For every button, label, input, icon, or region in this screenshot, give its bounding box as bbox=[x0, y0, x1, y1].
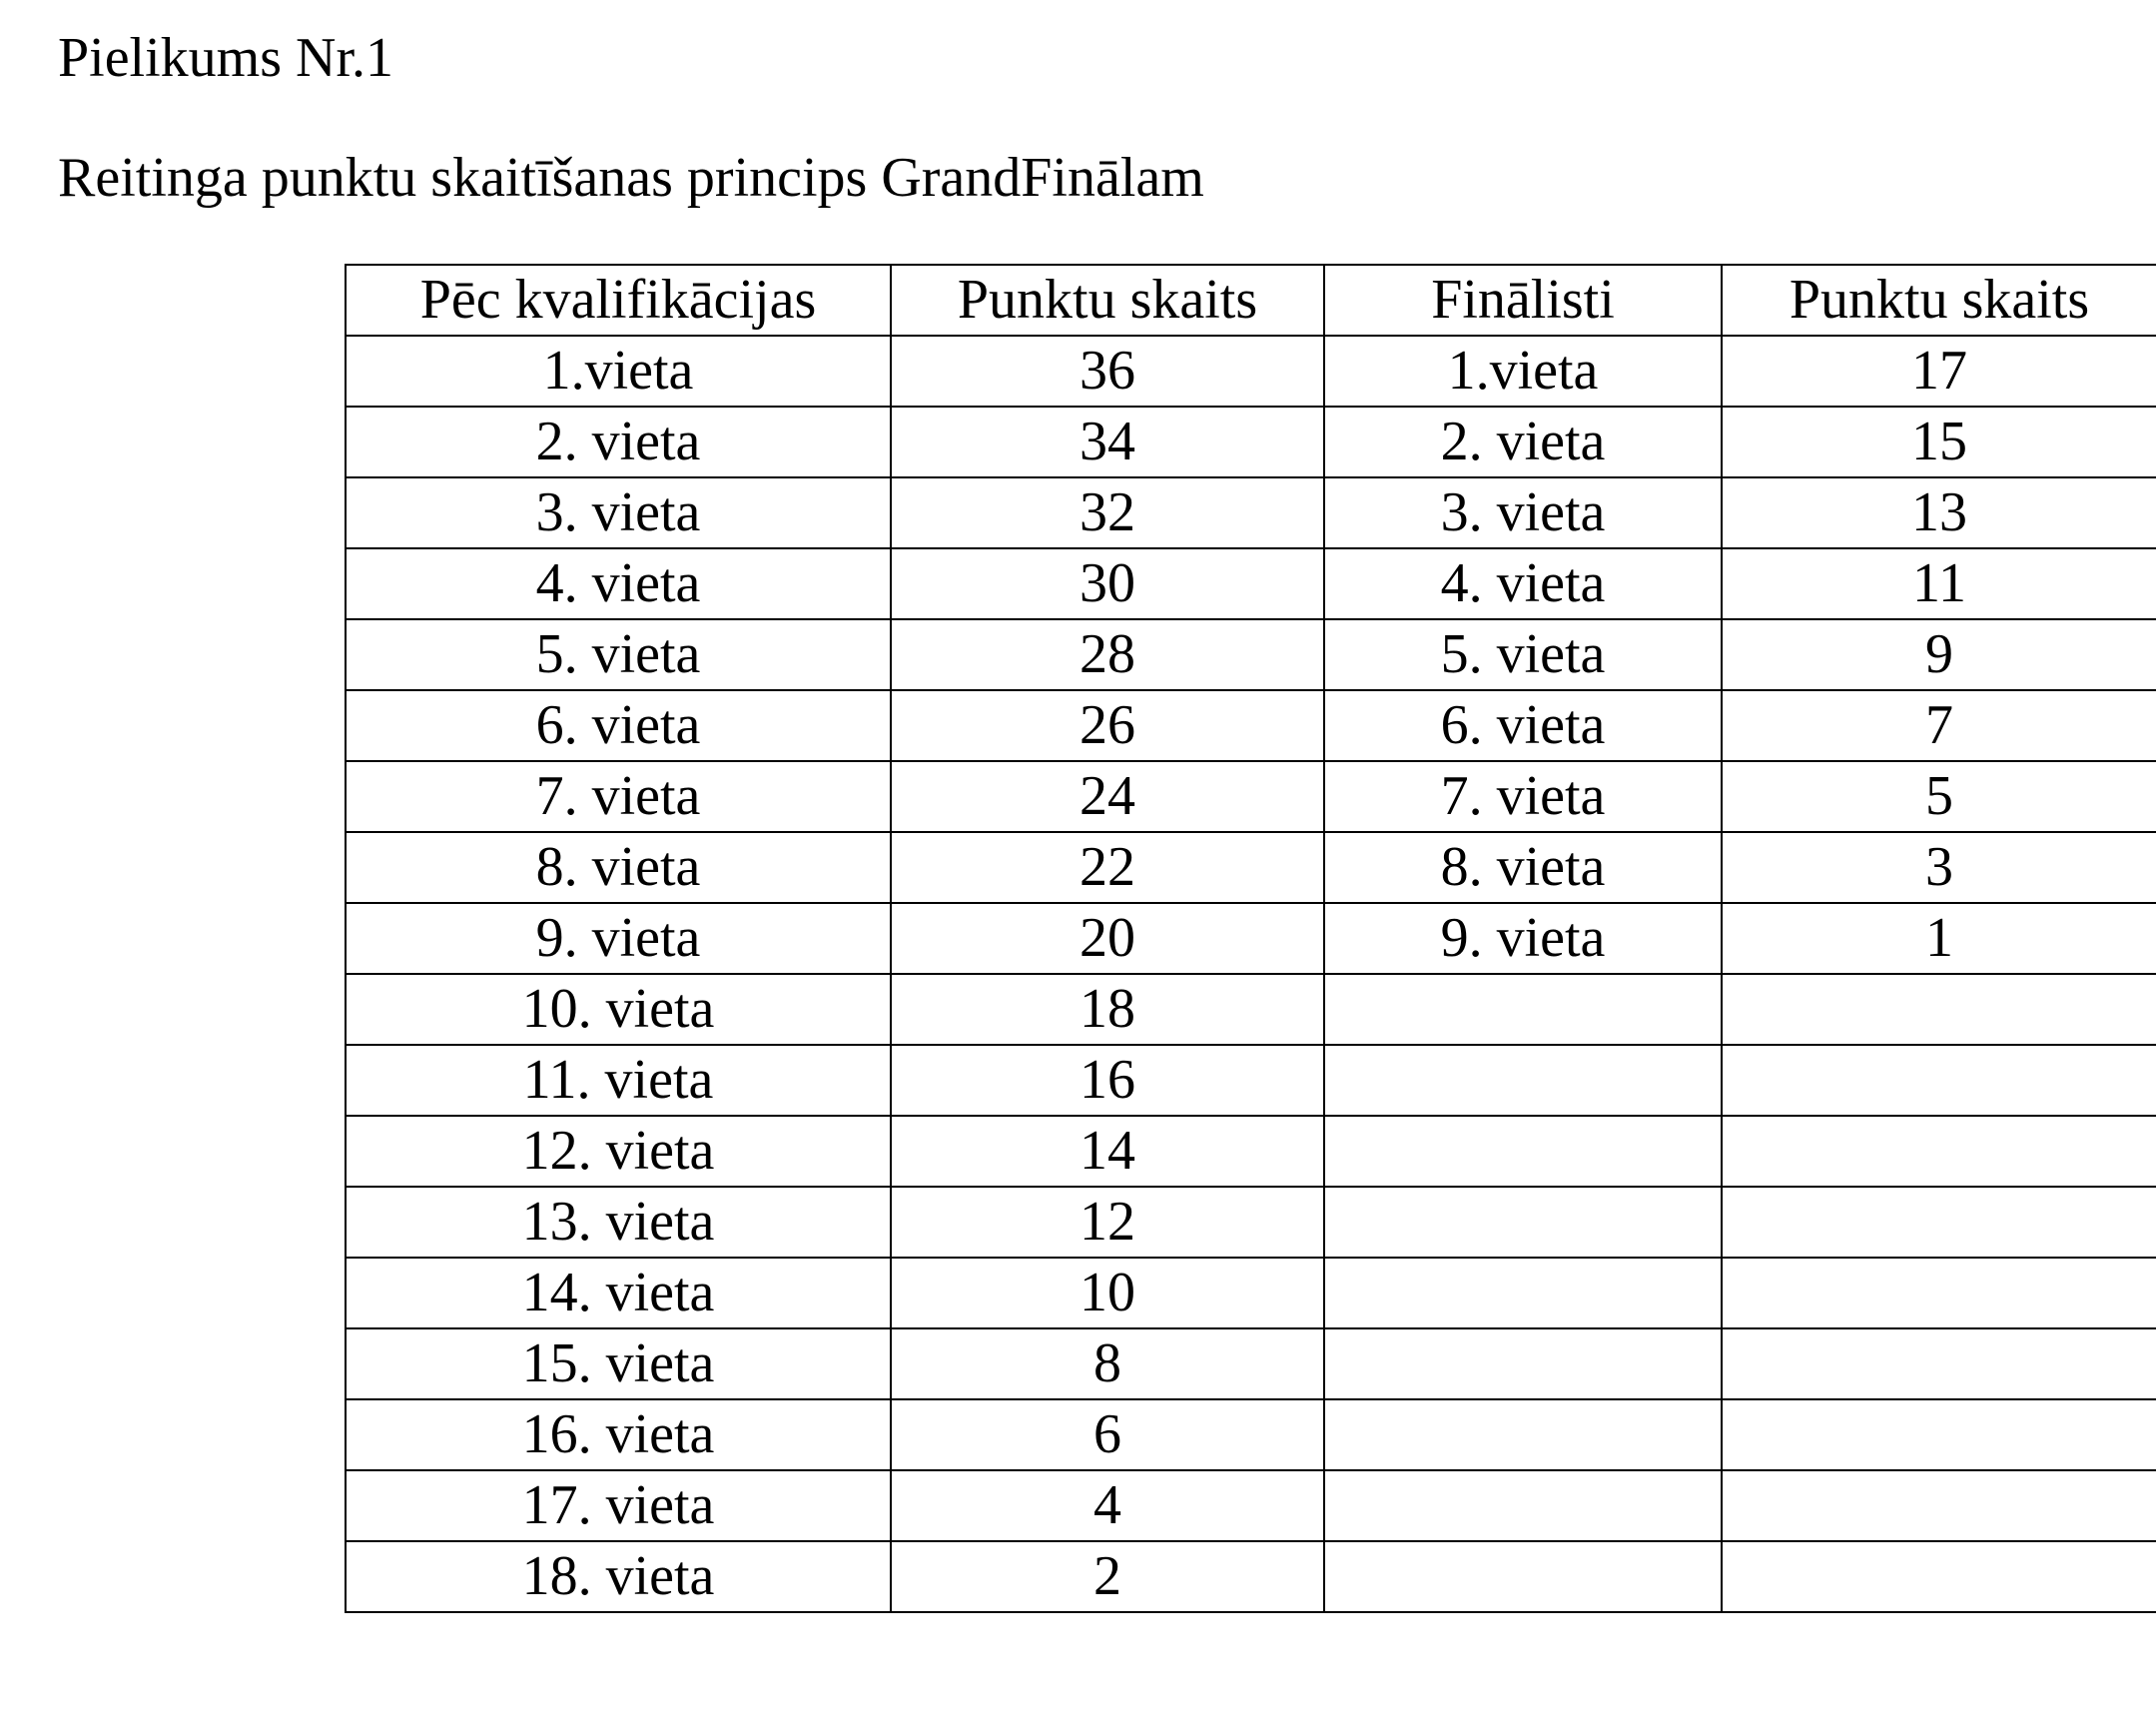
finalist-points-cell bbox=[1722, 1187, 2156, 1258]
finalist-points-cell: 5 bbox=[1722, 761, 2156, 832]
qualification-points-cell: 8 bbox=[891, 1328, 1324, 1399]
qualification-points-cell: 24 bbox=[891, 761, 1324, 832]
finalist-points-cell: 11 bbox=[1722, 548, 2156, 619]
finalist-points-cell bbox=[1722, 1045, 2156, 1116]
qualification-points-cell: 10 bbox=[891, 1258, 1324, 1328]
table-row bbox=[346, 1470, 2156, 1541]
qualification-place-cell: 7. vieta bbox=[346, 761, 891, 832]
table-row bbox=[346, 548, 2156, 619]
finalist-points-cell: 13 bbox=[1722, 477, 2156, 548]
qualification-place-cell: 8. vieta bbox=[346, 832, 891, 903]
header-row bbox=[346, 265, 2156, 336]
annex-title: Pielikums Nr.1 bbox=[58, 27, 394, 89]
table-row bbox=[346, 974, 2156, 1045]
finalist-place-cell: 6. vieta bbox=[1324, 690, 1722, 761]
qualification-place-cell: 11. vieta bbox=[346, 1045, 891, 1116]
qualification-points-cell: 2 bbox=[891, 1541, 1324, 1612]
finalist-points-cell: 9 bbox=[1722, 619, 2156, 690]
points-table bbox=[345, 264, 2156, 1613]
qualification-place-cell: 14. vieta bbox=[346, 1258, 891, 1328]
table-row bbox=[346, 407, 2156, 477]
qualification-points-cell: 12 bbox=[891, 1187, 1324, 1258]
finalist-place-cell: 3. vieta bbox=[1324, 477, 1722, 548]
qualification-points-cell: 32 bbox=[891, 477, 1324, 548]
qualification-points-cell: 16 bbox=[891, 1045, 1324, 1116]
finalist-place-cell: 7. vieta bbox=[1324, 761, 1722, 832]
table-row bbox=[346, 336, 2156, 407]
finalist-place-cell: 5. vieta bbox=[1324, 619, 1722, 690]
finalist-place-cell bbox=[1324, 1187, 1722, 1258]
finalist-points-cell bbox=[1722, 1328, 2156, 1399]
qualification-points-cell: 26 bbox=[891, 690, 1324, 761]
finalist-place-cell: 1.vieta bbox=[1324, 336, 1722, 407]
finalist-place-cell bbox=[1324, 1541, 1722, 1612]
table-row bbox=[346, 1399, 2156, 1470]
table-row bbox=[346, 619, 2156, 690]
finalist-place-cell: 2. vieta bbox=[1324, 407, 1722, 477]
finalist-place-cell bbox=[1324, 1470, 1722, 1541]
qualification-points-cell: 4 bbox=[891, 1470, 1324, 1541]
qualification-points-cell: 36 bbox=[891, 336, 1324, 407]
finalist-points-cell: 7 bbox=[1722, 690, 2156, 761]
table-row bbox=[346, 761, 2156, 832]
table-row bbox=[346, 1258, 2156, 1328]
qualification-place-cell: 17. vieta bbox=[346, 1470, 891, 1541]
qualification-points-cell: 14 bbox=[891, 1116, 1324, 1187]
header-finalists: Finālisti bbox=[1324, 265, 1722, 336]
table-row bbox=[346, 1045, 2156, 1116]
qualification-points-cell: 34 bbox=[891, 407, 1324, 477]
table-row bbox=[346, 903, 2156, 974]
table-row bbox=[346, 1116, 2156, 1187]
qualification-place-cell: 18. vieta bbox=[346, 1541, 891, 1612]
qualification-place-cell: 13. vieta bbox=[346, 1187, 891, 1258]
qualification-place-cell: 15. vieta bbox=[346, 1328, 891, 1399]
table-row bbox=[346, 690, 2156, 761]
finalist-place-cell: 4. vieta bbox=[1324, 548, 1722, 619]
qualification-place-cell: 3. vieta bbox=[346, 477, 891, 548]
qualification-points-cell: 20 bbox=[891, 903, 1324, 974]
finalist-place-cell bbox=[1324, 1116, 1722, 1187]
finalist-points-cell bbox=[1722, 1399, 2156, 1470]
finalist-place-cell bbox=[1324, 974, 1722, 1045]
qualification-place-cell: 16. vieta bbox=[346, 1399, 891, 1470]
finalist-points-cell: 1 bbox=[1722, 903, 2156, 974]
qualification-points-cell: 28 bbox=[891, 619, 1324, 690]
qualification-points-cell: 22 bbox=[891, 832, 1324, 903]
qualification-place-cell: 9. vieta bbox=[346, 903, 891, 974]
qualification-points-cell: 30 bbox=[891, 548, 1324, 619]
document-subtitle: Reitinga punktu skaitīšanas princips GrandFinālam bbox=[58, 147, 1204, 209]
header-qualification: Pēc kvalifikācijas bbox=[346, 265, 891, 336]
qualification-points-cell: 18 bbox=[891, 974, 1324, 1045]
finalist-points-cell bbox=[1722, 1116, 2156, 1187]
qualification-place-cell: 1.vieta bbox=[346, 336, 891, 407]
table-row bbox=[346, 832, 2156, 903]
header-finalists-points: Punktu skaits bbox=[1722, 265, 2156, 336]
qualification-place-cell: 2. vieta bbox=[346, 407, 891, 477]
finalist-points-cell: 17 bbox=[1722, 336, 2156, 407]
qualification-place-cell: 5. vieta bbox=[346, 619, 891, 690]
header-qualification-points: Punktu skaits bbox=[891, 265, 1324, 336]
qualification-place-cell: 12. vieta bbox=[346, 1116, 891, 1187]
finalist-points-cell bbox=[1722, 974, 2156, 1045]
finalist-place-cell: 8. vieta bbox=[1324, 832, 1722, 903]
finalist-place-cell bbox=[1324, 1399, 1722, 1470]
finalist-points-cell: 15 bbox=[1722, 407, 2156, 477]
qualification-points-cell: 6 bbox=[891, 1399, 1324, 1470]
finalist-points-cell: 3 bbox=[1722, 832, 2156, 903]
qualification-place-cell: 4. vieta bbox=[346, 548, 891, 619]
finalist-points-cell bbox=[1722, 1258, 2156, 1328]
finalist-place-cell bbox=[1324, 1045, 1722, 1116]
finalist-points-cell bbox=[1722, 1470, 2156, 1541]
finalist-place-cell: 9. vieta bbox=[1324, 903, 1722, 974]
finalist-place-cell bbox=[1324, 1258, 1722, 1328]
table-row bbox=[346, 1541, 2156, 1612]
qualification-place-cell: 10. vieta bbox=[346, 974, 891, 1045]
table-header bbox=[346, 265, 2156, 336]
table-body bbox=[346, 336, 2156, 1612]
table-row bbox=[346, 1328, 2156, 1399]
finalist-place-cell bbox=[1324, 1328, 1722, 1399]
qualification-place-cell: 6. vieta bbox=[346, 690, 891, 761]
table-row bbox=[346, 1187, 2156, 1258]
table-row bbox=[346, 477, 2156, 548]
finalist-points-cell bbox=[1722, 1541, 2156, 1612]
